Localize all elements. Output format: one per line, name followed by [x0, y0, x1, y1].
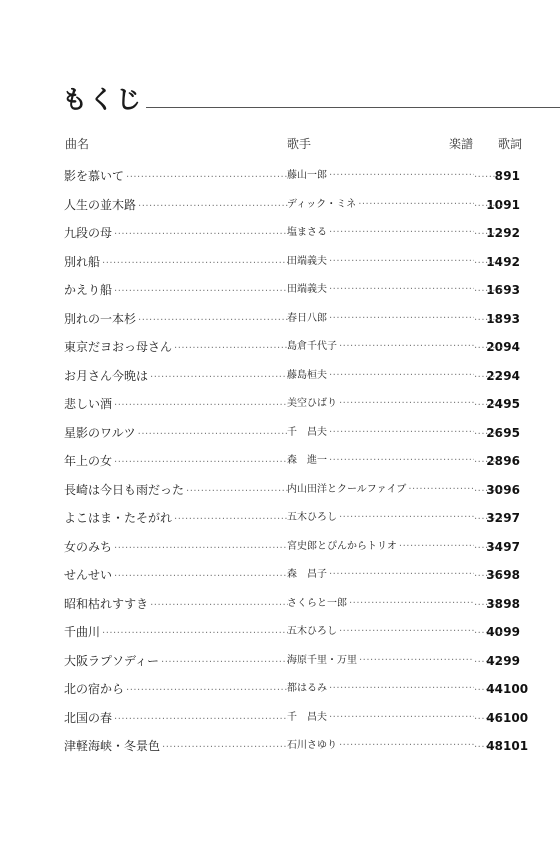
score-page: 26: [486, 425, 503, 440]
lyrics-page: 100: [503, 682, 529, 696]
song-title-cell: [64, 624, 288, 640]
song-title: 星影のワルツ: [64, 425, 136, 440]
leader-dots: [112, 397, 288, 411]
song-title: 長崎は今日も雨だった: [64, 482, 185, 497]
artist-name: 千 昌夫: [287, 711, 327, 723]
toc-row: [0, 274, 560, 303]
leader-dots: [337, 626, 474, 637]
score-page: 40: [486, 625, 503, 639]
leader-dots: [136, 198, 288, 212]
leader-dots: [136, 426, 288, 440]
artist-cell: [287, 425, 474, 441]
song-title: 九段の母: [64, 226, 113, 240]
toc-row: [0, 417, 560, 446]
toc-row: [0, 531, 560, 560]
lyrics-page: 100: [503, 710, 529, 725]
score-page: 18: [486, 311, 503, 326]
lyrics-page: 98: [503, 568, 520, 582]
score-page-cell: [474, 482, 503, 498]
score-page-cell: [474, 681, 503, 697]
score-page-cell: [474, 225, 503, 241]
artist-name: さくらと一郎: [287, 597, 347, 609]
score-page: 22: [486, 368, 503, 383]
leader-dots: [327, 284, 474, 295]
leader-dots: [112, 283, 288, 297]
song-title-cell: [64, 482, 288, 498]
song-title-cell: [64, 653, 288, 669]
artist-cell: [287, 368, 474, 384]
score-page: 28: [486, 454, 503, 468]
leader-dots: [337, 740, 474, 751]
song-title-cell: [64, 254, 288, 270]
column-header-lyrics: 歌詞: [498, 137, 523, 151]
score-page-cell: [474, 624, 503, 640]
toc-list: [0, 160, 560, 759]
song-title-cell: [64, 396, 288, 412]
score-page: 44: [486, 682, 503, 696]
lyrics-page: 96: [503, 454, 520, 468]
leader-dots: [397, 541, 474, 552]
lyrics-page: 93: [503, 283, 520, 297]
column-header-artist: 歌手: [287, 137, 312, 151]
score-page-cell: [474, 653, 503, 669]
artist-name: 千 昌夫: [287, 426, 327, 438]
artist-name: 五木ひろし: [287, 626, 337, 637]
leader-dots: [327, 370, 474, 381]
column-header-score: 楽譜: [449, 137, 474, 151]
artist-name: 田端義夫: [287, 284, 327, 295]
song-title: 北国の春: [64, 710, 113, 725]
artist-name: 塩まさる: [287, 227, 327, 238]
leader-dots: [100, 255, 288, 269]
leader-dots: [474, 169, 503, 183]
leader-dots: [327, 427, 474, 438]
song-title-cell: [64, 710, 288, 726]
toc-row: [0, 445, 560, 474]
artist-cell: [287, 567, 474, 583]
toc-row: [0, 360, 560, 389]
leader-dots: [136, 312, 288, 326]
score-page: 14: [486, 254, 503, 269]
toc-row: [0, 474, 560, 503]
artist-name: 森 進一: [287, 455, 327, 466]
score-page-cell: [474, 596, 503, 612]
leader-dots: [327, 455, 474, 466]
leader-dots: [474, 654, 503, 668]
leader-dots: [474, 397, 503, 411]
leader-dots: [327, 313, 474, 324]
leader-dots: [148, 369, 288, 383]
toc-row: [0, 730, 560, 759]
leader-dots: [474, 426, 503, 440]
song-title-cell: [64, 738, 288, 754]
leader-dots: [159, 654, 288, 668]
title-rule: [146, 107, 560, 108]
leader-dots: [474, 540, 503, 554]
song-title-cell: [64, 368, 288, 384]
song-title: かえり船: [64, 283, 113, 297]
artist-cell: [287, 738, 474, 754]
leader-dots: [474, 597, 503, 611]
score-page: 46: [486, 710, 503, 725]
lyrics-page: 97: [503, 511, 520, 525]
song-title-cell: [64, 539, 288, 555]
song-title: 昭和枯れすすき: [64, 596, 149, 611]
score-page-cell: [474, 282, 503, 298]
lyrics-page: 99: [503, 625, 520, 639]
artist-cell: [287, 510, 474, 526]
leader-dots: [474, 454, 503, 468]
leader-dots: [337, 341, 474, 352]
leader-dots: [356, 199, 474, 210]
song-title: 別れの一本杉: [64, 311, 137, 326]
lyrics-page: 92: [503, 254, 520, 269]
song-title-cell: [64, 339, 288, 355]
song-title-cell: [64, 567, 288, 583]
artist-cell: [287, 681, 474, 697]
song-title: 人生の並木路: [64, 197, 137, 212]
song-title-cell: [64, 197, 288, 213]
leader-dots: [474, 226, 503, 240]
artist-name: 藤山一郎: [287, 170, 327, 181]
score-page: 32: [486, 511, 503, 525]
lyrics-page: 98: [503, 596, 520, 611]
leader-dots: [124, 682, 288, 696]
song-title-cell: [64, 681, 288, 697]
toc-row: [0, 502, 560, 531]
artist-name: 内山田洋とクールファイブ: [287, 483, 407, 495]
toc-header: [62, 80, 560, 114]
artist-name: 都はるみ: [287, 683, 327, 694]
leader-dots: [172, 511, 288, 525]
leader-dots: [327, 170, 474, 181]
artist-cell: [287, 197, 474, 213]
song-title-cell: [64, 425, 288, 441]
toc-row: [0, 217, 560, 246]
score-page: 24: [486, 397, 503, 411]
song-title-cell: [64, 311, 288, 327]
song-title: 千曲川: [64, 625, 101, 639]
artist-name: 春日八郎: [287, 312, 327, 324]
leader-dots: [112, 568, 288, 582]
score-page-cell: [474, 396, 503, 412]
lyrics-page: 101: [503, 739, 529, 753]
artist-name: 森 昌子: [287, 569, 327, 580]
score-page-cell: [474, 510, 503, 526]
lyrics-page: 91: [503, 169, 520, 183]
score-page-cell: [474, 311, 503, 327]
leader-dots: [474, 625, 503, 639]
lyrics-page: 95: [503, 425, 520, 440]
leader-dots: [327, 683, 474, 694]
leader-dots: [474, 483, 503, 497]
artist-cell: [287, 653, 474, 669]
song-title: 東京だヨおっ母さん: [64, 340, 173, 354]
score-page: 10: [486, 197, 503, 212]
leader-dots: [112, 226, 288, 240]
song-title-cell: [64, 453, 288, 469]
artist-cell: [287, 710, 474, 726]
artist-name: ディック・ミネ: [287, 198, 357, 210]
song-title: お月さん今晩は: [64, 368, 149, 383]
lyrics-page: 99: [503, 653, 520, 668]
score-page: 16: [486, 283, 503, 297]
leader-dots: [160, 739, 288, 753]
song-title-cell: [64, 282, 288, 298]
score-page-cell: [474, 197, 503, 213]
score-page-cell: [474, 339, 503, 355]
score-page: 20: [486, 340, 503, 354]
leader-dots: [474, 255, 503, 269]
score-page: 8: [494, 169, 503, 183]
leader-dots: [148, 597, 288, 611]
toc-row: [0, 673, 560, 702]
song-title: 北の宿から: [64, 682, 125, 696]
score-page-cell: [474, 168, 503, 184]
artist-cell: [287, 254, 474, 270]
song-title: 別れ船: [64, 254, 101, 269]
leader-dots: [474, 312, 503, 326]
artist-cell: [287, 168, 474, 184]
leader-dots: [100, 625, 288, 639]
toc-row: [0, 588, 560, 617]
song-title: よこはま・たそがれ: [64, 511, 173, 525]
artist-cell: [287, 596, 474, 612]
leader-dots: [474, 711, 503, 725]
toc-row: [0, 189, 560, 218]
leader-dots: [474, 682, 503, 696]
song-title: 女のみち: [64, 539, 113, 554]
lyrics-page: 92: [503, 226, 520, 240]
score-page: 38: [486, 596, 503, 611]
leader-dots: [112, 711, 288, 725]
artist-name: 宮史郎とぴんからトリオ: [287, 540, 397, 552]
song-title-cell: [64, 168, 288, 184]
toc-row: [0, 160, 560, 189]
score-page-cell: [474, 539, 503, 555]
artist-cell: [287, 225, 474, 241]
toc-row: [0, 645, 560, 674]
leader-dots: [327, 227, 474, 238]
score-page: 30: [486, 482, 503, 497]
song-title-cell: [64, 225, 288, 241]
artist-name: 五木ひろし: [287, 512, 337, 523]
artist-cell: [287, 482, 474, 498]
score-page: 36: [486, 568, 503, 582]
toc-row: [0, 559, 560, 588]
score-page-cell: [474, 738, 503, 754]
leader-dots: [474, 511, 503, 525]
leader-dots: [474, 283, 503, 297]
artist-name: 藤島桓夫: [287, 369, 327, 381]
artist-name: 美空ひばり: [287, 398, 337, 409]
lyrics-page: 94: [503, 340, 520, 354]
toc-row: [0, 246, 560, 275]
leader-dots: [172, 340, 288, 354]
artist-cell: [287, 339, 474, 355]
column-header-song: 曲名: [65, 137, 90, 151]
leader-dots: [327, 712, 474, 723]
leader-dots: [474, 340, 503, 354]
score-page-cell: [474, 453, 503, 469]
score-page: 34: [486, 539, 503, 554]
artist-cell: [287, 396, 474, 412]
score-page: 12: [486, 226, 503, 240]
score-page-cell: [474, 425, 503, 441]
toc-row: [0, 303, 560, 332]
artist-name: 島倉千代子: [287, 341, 337, 352]
leader-dots: [327, 256, 474, 267]
song-title-cell: [64, 510, 288, 526]
leader-dots: [112, 454, 288, 468]
leader-dots: [337, 398, 474, 409]
artist-cell: [287, 539, 474, 555]
lyrics-page: 93: [503, 311, 520, 326]
song-title-cell: [64, 596, 288, 612]
leader-dots: [474, 369, 503, 383]
artist-name: 海原千里・万里: [287, 654, 357, 666]
leader-dots: [406, 484, 474, 495]
score-page-cell: [474, 254, 503, 270]
song-title: 悲しい酒: [64, 397, 113, 411]
score-page-cell: [474, 567, 503, 583]
lyrics-page: 95: [503, 397, 520, 411]
song-title: 大阪ラプソディー: [64, 653, 160, 668]
song-title: せんせい: [64, 568, 113, 582]
song-title: 年上の女: [64, 454, 113, 468]
song-title: 影を慕いて: [64, 169, 125, 183]
lyrics-page: 94: [503, 368, 520, 383]
leader-dots: [474, 739, 503, 753]
song-title: 津軽海峡・冬景色: [64, 739, 161, 753]
leader-dots: [474, 568, 503, 582]
leader-dots: [357, 655, 474, 666]
toc-row: [0, 388, 560, 417]
leader-dots: [337, 512, 474, 523]
toc-row: [0, 616, 560, 645]
artist-cell: [287, 282, 474, 298]
leader-dots: [184, 483, 288, 497]
leader-dots: [112, 540, 288, 554]
artist-cell: [287, 453, 474, 469]
leader-dots: [474, 198, 503, 212]
score-page: 48: [486, 739, 503, 753]
score-page-cell: [474, 368, 503, 384]
artist-name: 石川さゆり: [287, 740, 337, 751]
toc-row: [0, 331, 560, 360]
score-page: 42: [486, 653, 503, 668]
leader-dots: [347, 598, 474, 609]
lyrics-page: 91: [503, 197, 520, 212]
toc-row: [0, 702, 560, 731]
lyrics-page: 97: [503, 539, 520, 554]
score-page-cell: [474, 710, 503, 726]
artist-cell: [287, 624, 474, 640]
leader-dots: [124, 169, 288, 183]
artist-name: 田端義夫: [287, 255, 327, 267]
page-title: もくじ: [62, 85, 144, 114]
lyrics-page: 96: [503, 482, 520, 497]
artist-cell: [287, 311, 474, 327]
leader-dots: [327, 569, 474, 580]
